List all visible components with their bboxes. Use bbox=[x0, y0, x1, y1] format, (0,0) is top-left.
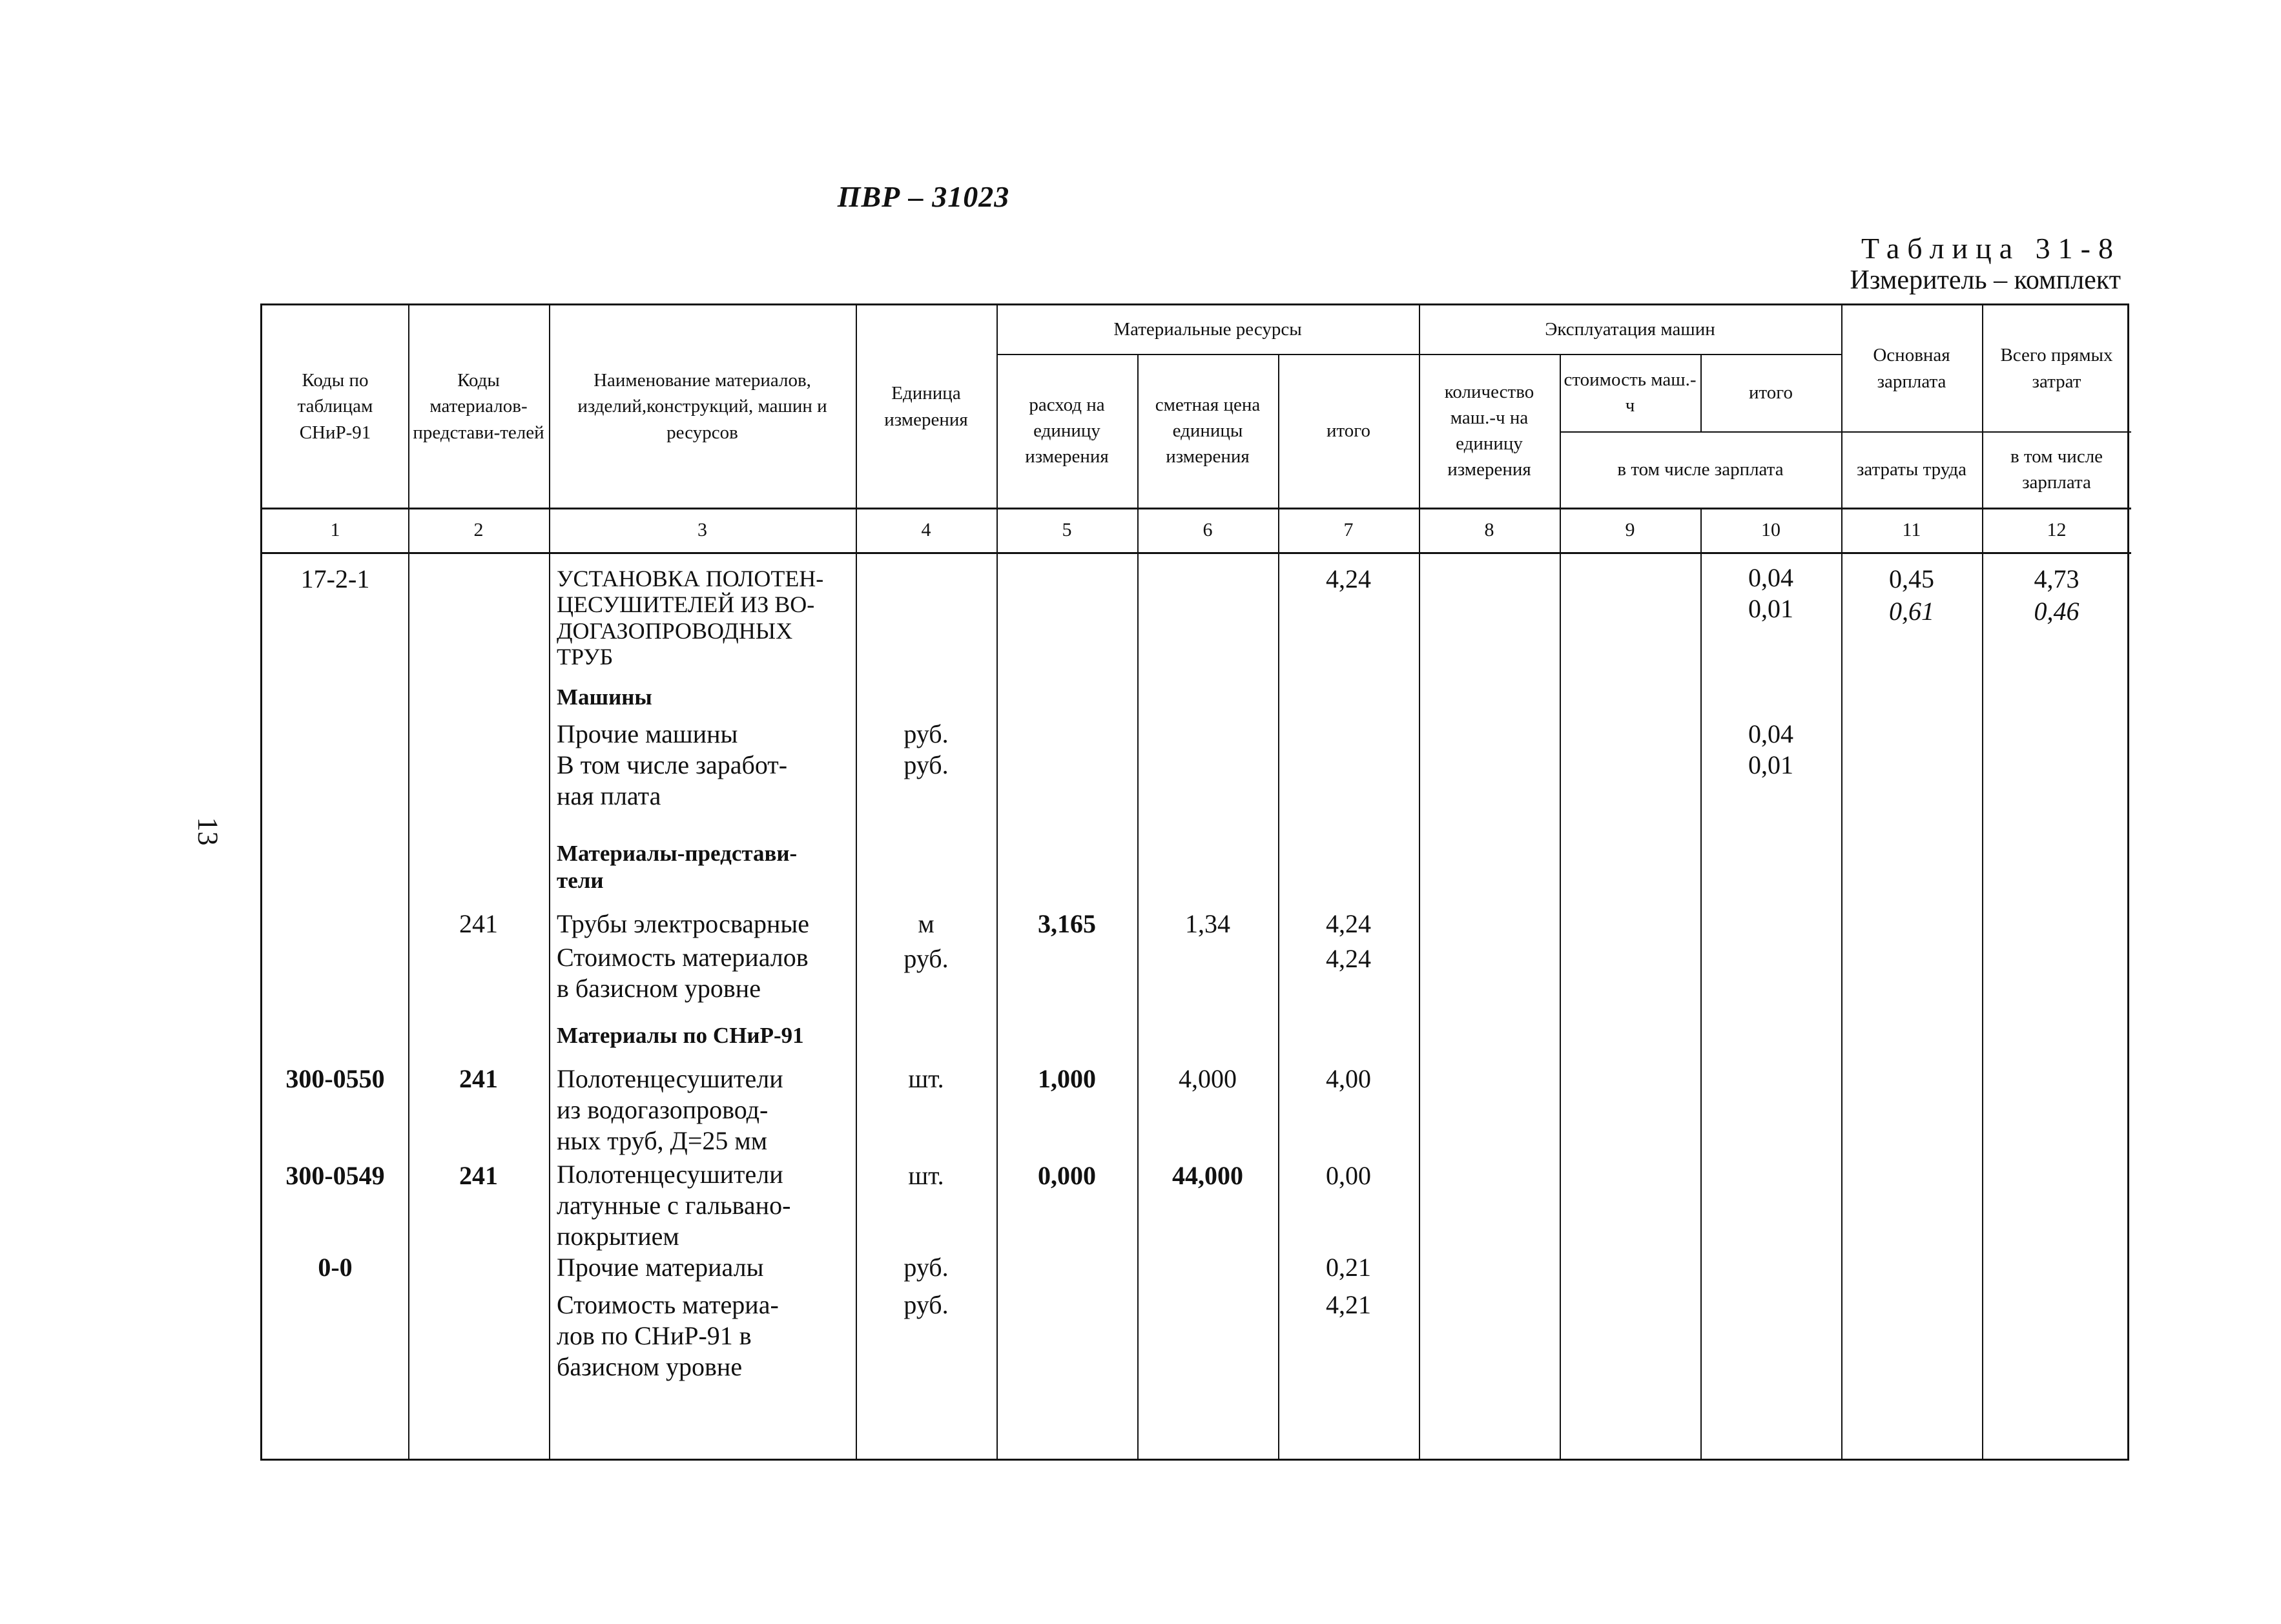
row-name-machines-wage: В том числе заработ- ная плата bbox=[557, 750, 788, 810]
section-representative-materials: Материалы-представи- тели bbox=[557, 841, 798, 893]
unit: шт. bbox=[908, 1064, 944, 1093]
main-basic-wage: 0,45 bbox=[1889, 564, 1934, 593]
consumption: 0,000 bbox=[1038, 1161, 1096, 1190]
machine-wage: 0,01 bbox=[1748, 750, 1793, 779]
rep-code: 241 bbox=[459, 1064, 498, 1093]
column-number: 9 bbox=[1625, 519, 1635, 540]
unit: руб. bbox=[903, 1253, 949, 1282]
main-material-total: 4,24 bbox=[1326, 564, 1371, 593]
header-labor-costs: затраты труда bbox=[1856, 458, 1967, 480]
unit: м bbox=[918, 909, 934, 938]
header-codes-snir: Коды по таблицам СНиР-91 bbox=[297, 370, 373, 443]
unit: руб. bbox=[903, 1290, 949, 1319]
consumption: 3,165 bbox=[1038, 909, 1096, 938]
measure-label: Измеритель – комплект bbox=[1850, 265, 2121, 295]
rep-code: 241 bbox=[459, 909, 498, 938]
column-number: 1 bbox=[330, 519, 340, 540]
row-name-main: УСТАНОВКА ПОЛОТЕН- ЦЕСУШИТЕЛЕЙ ИЗ ВО- ДОГАЗОПРОВОДНЫХ ТРУБ bbox=[557, 566, 824, 670]
column-number: 10 bbox=[1761, 519, 1780, 540]
row-code: 300-0550 bbox=[285, 1064, 385, 1093]
column-number: 3 bbox=[697, 519, 707, 540]
machine-total: 0,04 bbox=[1748, 719, 1793, 748]
header-total-direct: Всего прямых затрат bbox=[2000, 345, 2113, 392]
row-code: 0-0 bbox=[318, 1253, 353, 1282]
material-total: 0,21 bbox=[1326, 1253, 1371, 1282]
section-machines: Машины bbox=[557, 684, 652, 710]
main-machine-wage: 0,01 bbox=[1748, 594, 1793, 623]
material-total: 4,00 bbox=[1326, 1064, 1371, 1093]
price: 4,000 bbox=[1179, 1064, 1237, 1093]
row-code: 300-0549 bbox=[285, 1161, 385, 1190]
table-label: Таблица 31-8 bbox=[1861, 232, 2121, 265]
header-machine-operation: Эксплуатация машин bbox=[1545, 319, 1715, 340]
column-number: 6 bbox=[1202, 519, 1213, 540]
consumption: 1,000 bbox=[1038, 1064, 1096, 1093]
column-number: 4 bbox=[921, 519, 931, 540]
row-name-dryer-brass: Полотенцесушители латунные с гальвано- покрытием bbox=[557, 1160, 791, 1251]
column-number: 8 bbox=[1484, 519, 1494, 540]
column-number: 12 bbox=[2047, 519, 2067, 540]
material-total: 4,24 bbox=[1326, 944, 1371, 973]
header-machine-hour-cost: стоимость маш.-ч bbox=[1564, 369, 1697, 416]
header-consumption: расход на единицу измерения bbox=[1025, 394, 1109, 467]
header-machine-total: итого bbox=[1749, 382, 1793, 403]
header-machine-hours: количество маш.-ч на единицу измерения bbox=[1444, 381, 1534, 480]
price: 1,34 bbox=[1185, 909, 1230, 938]
row-name-dryer-steel: Полотенцесушители из водогазопровод- ных труб, Д=25 мм bbox=[557, 1064, 783, 1155]
main-direct-total: 4,73 bbox=[2034, 564, 2080, 593]
row-name-other-materials: Прочие материалы bbox=[557, 1253, 764, 1282]
material-total: 4,24 bbox=[1326, 909, 1371, 938]
column-number: 11 bbox=[1902, 519, 1921, 540]
resource-table bbox=[260, 303, 2129, 1461]
header-material-resources: Материальные ресурсы bbox=[1113, 319, 1302, 340]
row-name-other-machines: Прочие машины bbox=[557, 719, 738, 748]
header-rep-codes: Коды материалов-представи-телей bbox=[413, 370, 544, 443]
unit: шт. bbox=[908, 1161, 944, 1190]
header-including-wage: в том числе зарплата bbox=[1617, 458, 1784, 480]
header-unit: Единица измерения bbox=[884, 383, 968, 430]
row-name-snir-cost: Стоимость материа- лов по СНиР-91 в базисном уровне bbox=[557, 1290, 779, 1381]
header-price: сметная цена единицы измерения bbox=[1155, 394, 1261, 467]
unit: руб. bbox=[903, 719, 949, 748]
document-title: ПВР – 31023 bbox=[837, 180, 1010, 213]
col-divider bbox=[1700, 509, 1702, 1459]
price: 44,000 bbox=[1172, 1161, 1243, 1190]
column-number: 2 bbox=[473, 519, 484, 540]
material-total: 0,00 bbox=[1326, 1161, 1371, 1190]
row-code: 17-2-1 bbox=[300, 564, 370, 593]
main-labor-costs: 0,61 bbox=[1889, 597, 1934, 626]
header-direct-wage: в том числе зарплата bbox=[2010, 446, 2103, 493]
section-snir-materials: Материалы по СНиР-91 bbox=[557, 1023, 804, 1048]
unit: руб. bbox=[903, 944, 949, 973]
column-number: 5 bbox=[1062, 519, 1072, 540]
material-total: 4,21 bbox=[1326, 1290, 1371, 1319]
page-number: 13 bbox=[192, 817, 224, 846]
header-name: Наименование материалов, изделий,конструкций, машин и ресурсов bbox=[577, 370, 827, 443]
row-divider bbox=[262, 552, 2131, 554]
unit: руб. bbox=[903, 750, 949, 779]
main-direct-wage: 0,46 bbox=[2034, 597, 2080, 626]
main-machine-total: 0,04 bbox=[1748, 563, 1793, 592]
column-number: 7 bbox=[1343, 519, 1354, 540]
row-name-pipes: Трубы электросварные bbox=[557, 909, 810, 938]
header-basic-wage: Основная зарплата bbox=[1873, 345, 1950, 392]
rep-code: 241 bbox=[459, 1161, 498, 1190]
row-name-reps-cost: Стоимость материалов в базисном уровне bbox=[557, 943, 809, 1003]
header-material-total: итого bbox=[1326, 420, 1370, 441]
